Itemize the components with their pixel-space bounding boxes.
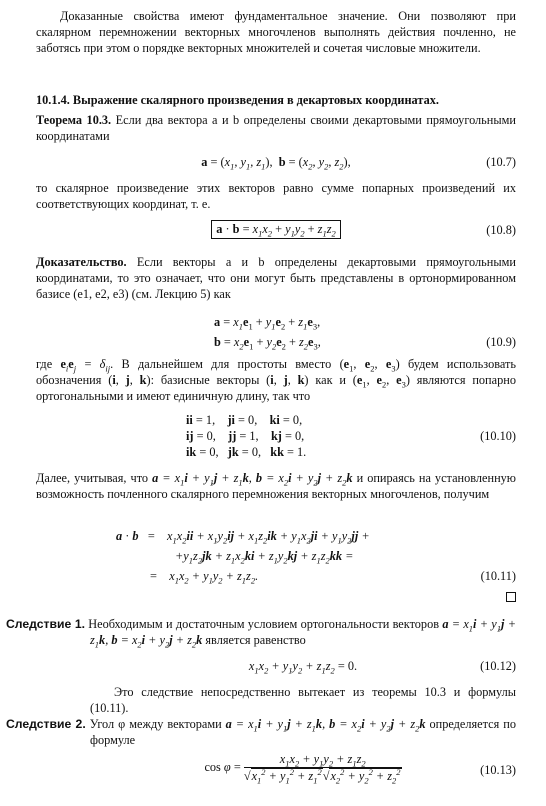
equation-10-10-number: (10.10): [480, 429, 516, 443]
equation-10-9: [36, 334, 516, 352]
proof-text-2f: являются попарно ортогональными и имеют единичную длину, так что: [36, 373, 516, 403]
equation-10-8-number: (10.8): [486, 223, 516, 237]
equation-10-11-number: (10.11): [480, 569, 516, 583]
corollary-2-text-2: определяется по формуле: [90, 717, 516, 747]
equation-10-11: [36, 568, 516, 586]
theorem-text-2: то скалярное произведение этих векторов равно сумме попарных произведений их соответствующих координат, т. е.: [36, 181, 516, 211]
theorem-statement: [36, 112, 516, 144]
equation-10-8-formula: $a \cdot b = x_1x_2 + y_1y_2 + z_1z_2$: [36, 220, 516, 239]
theorem-conclusion: [36, 180, 516, 212]
proof-text-3a: Далее, учитывая, что: [36, 471, 149, 485]
corollary-1-text-2: является равенство: [205, 633, 306, 647]
equation-10-9-line-1: $a = x_1e_1 + y_1e_2 + z_1e_3$,: [214, 315, 321, 332]
equation-10-13: [90, 752, 516, 792]
proof-text-2a: где: [36, 357, 53, 371]
proof-text-2b: . В дальнейшем для простоты вместо: [110, 357, 332, 371]
equation-10-9-number: (10.9): [486, 335, 516, 349]
equation-10-10-line-3: ik = 0, jk = 0, kk = 1.: [186, 445, 307, 459]
corollary-1: Следствие 1. Необходимым и достаточным условием ортогональности векторов $a = x_1i + y_1j + z_1k$, $b = x_2i + y_2j + z_2k$ является равенство: [6, 617, 517, 650]
proof-paragraph-3: Далее, учитывая, что $a = x_1i + y_1j + z_1k$, $b = x_2i + y_2j + z_2k$ и опираясь на установленную возможность почленного скалярного перемножения векторных многочленов, получим: [36, 471, 516, 501]
proof-text-1: Если векторы a и b определены декартовыми прямоугольными координатами, то это означает, что они могут быть представлены в ортонормированном базисе (e1, e2, e3) (см. Лекцию 5) как: [36, 255, 516, 301]
equation-10-7-number: (10.7): [486, 155, 516, 169]
section-heading: [36, 92, 516, 108]
proof-text-3b: и опираясь на установленную возможность почленного скалярного перемножения векторных многочленов, получим: [36, 471, 516, 501]
corollary-1-text-3: Это следствие непосредственно вытекает из теоремы 10.3 и формулы (10.11).: [90, 685, 516, 715]
section-number: 10.1.4.: [36, 93, 70, 107]
equation-10-11-line-1: a · b = $x_1x_2ii + x_1y_2ij + x_1z_2ik + y_1x_2ji + y_1y_2jj$ +: [116, 529, 370, 546]
equation-10-11-line-3: = $x_1x_2 + y_1y_2 + z_1z_2$.: [150, 569, 259, 586]
section-title: Выражение скалярного произведения в декартовых координатах.: [72, 93, 439, 107]
equation-10-10-line-2: ij = 0, jj = 1, kj = 0,: [186, 429, 305, 443]
intro-paragraph: [36, 8, 516, 56]
theorem-text-1: Если два вектора a и b определены своими декартовыми прямоугольными координатами: [36, 113, 516, 143]
theorem-label: Теорема 10.3.: [36, 113, 112, 127]
equation-10-7-formula: $a = (x_1$, $y_1$, $z_1$), $b = (x_2$, $y_2$, $z_2$),: [201, 155, 351, 172]
corollary-2: Следствие 2. Угол φ между векторами $a = x_1i + y_1j + z_1k$, $b = x_2i + y_2j + z_2k$ определяется по формуле: [6, 717, 516, 747]
proof-text-2c: будем использовать обозначения: [36, 357, 516, 387]
equation-10-12-number: (10.12): [480, 659, 516, 673]
proof-label: Доказательство.: [36, 255, 127, 269]
equation-10-13-formula: cos φ = $\frac{x_1x_2 + y_1y_2 + z_1z_2}{√x_1^2 + y_1^2 + z_1^2√x_2^2 + y_2^2 + z_2^2}$: [204, 752, 401, 786]
equation-10-12-formula: $x_1x_2 + y_1y_2 + z_1z_2 = 0$.: [248, 659, 358, 676]
corollary-1-remark: [90, 684, 516, 716]
proof-paragraph-2: где $e_ie_j = \delta_{ij}$. В дальнейшем для простоты вместо ($e_1$, $e_2$, $e_3$) будем использовать обозначения (i, j, k): базисные векторы (i, j, k) как и ($e_1$, $e_2$, $e_3$) являются попарно ортогональными и имеют единичную длину, так что: [36, 357, 516, 403]
equation-10-10-line-1: ii = 1, ji = 0, ki = 0,: [186, 413, 303, 427]
qed-square: [506, 592, 516, 602]
corollary-2-label: Следствие 2.: [6, 717, 86, 731]
corollary-1-label: Следствие 1.: [6, 617, 85, 631]
proof-text-2e: как и: [315, 373, 346, 387]
corollary-1-text-1: Необходимым и достаточным условием ортогональности векторов: [88, 617, 440, 631]
proof-text-2d: : базисные векторы: [150, 373, 260, 387]
equation-10-9-line-2: $b = x_2e_1 + y_2e_2 + z_2e_3$,: [214, 335, 321, 352]
corollary-2-text-1: Угол φ между векторами: [89, 717, 222, 731]
intro-text: Доказанные свойства имеют фундаментальное значение. Они позволяют при скалярном перемножении векторных многочленов выполнять действия почленно, не заботясь при этом о порядке векторных множителей и сочетая числовые множители.: [36, 9, 516, 55]
equation-10-8: [36, 220, 516, 240]
equation-10-7: [36, 154, 516, 172]
proof-paragraph-1: [36, 254, 516, 302]
equation-10-13-number: (10.13): [480, 763, 516, 777]
equation-10-12: [90, 658, 516, 676]
equation-10-11-line-2: $+y_1z_2jk + z_1x_2ki + z_1y_2kj + z_1z_2kk$ =: [175, 549, 354, 566]
